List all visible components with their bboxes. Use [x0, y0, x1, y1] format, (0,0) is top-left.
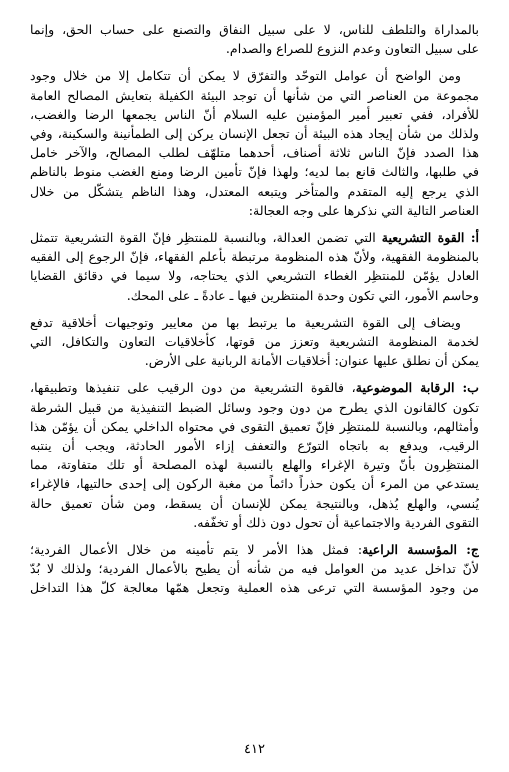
page-body — [30, 20, 479, 606]
text-line: بالمنظومة الفقهية، ولأنّ هذه المنظومة مرتبطة بأعلم الفقهاء، فإنّ الرجوع إلى الفقيه — [30, 249, 479, 265]
paragraph-6 — [30, 540, 479, 598]
section-heading-a: أ: القوة التشريعية — [381, 230, 479, 246]
text-line: تكون كالقانون الذي يطرح من دون وجود وسائل الضبط التنفيذية من قبيل الشرطة — [30, 399, 479, 415]
text-fragment: : فمثل هذا الأمر لا يتم تأمينه من خلال الأعمال الفردية؛ — [30, 542, 363, 558]
text-line: العادل يؤمّن للمنتظِر الغطاء التشريعي الذي يحتاجه، ولا سيما في دقائق القضايا — [30, 268, 479, 284]
text-line: يستدعي من المرء أن يكون حذراً دائماً من مغبة الركون إلى إحدى حالتيها، فالإغراء — [30, 476, 479, 492]
text-line: على سبيل التعاون وعدم النزوع للصراع والصدام. — [225, 41, 479, 57]
text-line: ولذلك من شأن إيجاد هذه البيئة أن تجعل الإنسان يركن إلى الطمأنينة والسكينة، وفي — [30, 126, 479, 142]
page-number: ٤١٢ — [244, 742, 265, 757]
paragraph-2 — [30, 66, 479, 220]
text-line: مجموعة من العناصر التي من شأنها أن توجد البيئة الكفيلة بتعايش المصالح العامة — [30, 87, 479, 103]
section-heading-b: ب: الرقابة الموضوعية — [355, 380, 479, 396]
text-line: لخدمة المنظومة التشريعية وتعزز من قوتها، كأخلاقيات التعاون والتكافل، التي — [30, 334, 479, 350]
paragraph-3 — [30, 228, 479, 305]
text-line: من وجود المؤسسة التي ترعى هذه العملية وتجعل همّها معالجة كلّ هذا التداخل — [30, 580, 479, 596]
text-line: في طلبها، والثالث قانع بما لديه؛ ولهذا فإنّ تأمين الرضا ومنع الغضب منوط بالناظم — [30, 164, 479, 180]
paragraph-4 — [30, 313, 479, 371]
text-line: ويضاف إلى القوة التشريعية ما يرتبط بها من معايير وتوجيهات أخلاقية تدفع — [30, 314, 461, 330]
text-line: يمكن أن نطلق عليها عنوان: أخلاقيات الأمانة الربانية على الأرض. — [144, 353, 479, 369]
paragraph-1 — [30, 20, 479, 58]
text-line — [30, 228, 479, 247]
text-fragment: التي تضمن العدالة، وبالنسبة للمنتظِر فإنّ القوة التشريعية تتمثل — [30, 230, 382, 246]
text-line: وحاسم الأمور، التي تكون وحدة المنتظرين فيها ـ عادةً ـ على المحك. — [126, 287, 479, 303]
text-line — [30, 378, 479, 397]
text-fragment: ، فالقوة التشريعية من دون الرقيب على تنفيذها وتطبيقها، — [30, 380, 356, 396]
text-line: لأنّ تداخل عديد من العوامل فيه من شأنه أن يطيح بالأعمال الفردية؛ ولذلك لا بُدّ — [30, 561, 479, 577]
text-line: ومن الواضح أن عوامل التوحّد والتفرّق لا يمكن أن تتكامل إلا من خلال وجود — [30, 68, 461, 84]
text-line: للأفراد، ففي تعبير أمير المؤمنين عليه السلام أنّ الناس يجمعها الرضا والغضب، — [30, 106, 479, 122]
section-heading-c: ج: المؤسسة الراعية — [362, 542, 479, 558]
text-line: الذي يرجع إليه المتقدم والمتأخر ويتبعه المعتدل، وهذا الناظم يتشكّل من خلال — [30, 183, 479, 199]
text-line: العناصر التالية التي نذكرها على وجه العجالة: — [248, 202, 479, 218]
text-line: هذا الصدد فإنّ الناس ثلاثة أصناف، أحدهما متلهّف لطلب المصالح، والآخر خامل — [30, 145, 479, 161]
text-line: يُنسي، والهلع يُذهل، وبالنتيجة يمكن للإنسان أن يسقط، ومن شأن تعميق حالة — [30, 495, 479, 511]
paragraph-5 — [30, 378, 479, 532]
text-line: بالمداراة والتلطف للناس، لا على سبيل النفاق والتصنع على حساب الحق، وإنما — [30, 22, 479, 37]
text-line: الرقيب، ويدفع به باتجاه التورّع والتعفف إزاء الأمور الحادثة، ويجب أن ينتبه — [30, 438, 479, 454]
text-line: وأمثالهم، وبالنسبة للمنتظِر فإنّ تعميق التقوى في محتواه الداخلي يمكن أن يؤمّن هذا — [30, 418, 479, 434]
text-line: المنتظِرون بأنّ وتيرة الإغراء والهلع بالنسبة لهذه المصلحة أو تلك متفاوتة، مما — [30, 457, 479, 473]
text-line: التقوى الفردية والاجتماعية أن تحول دون ذلك أو تخفّفه. — [193, 514, 479, 530]
text-line — [30, 540, 479, 559]
